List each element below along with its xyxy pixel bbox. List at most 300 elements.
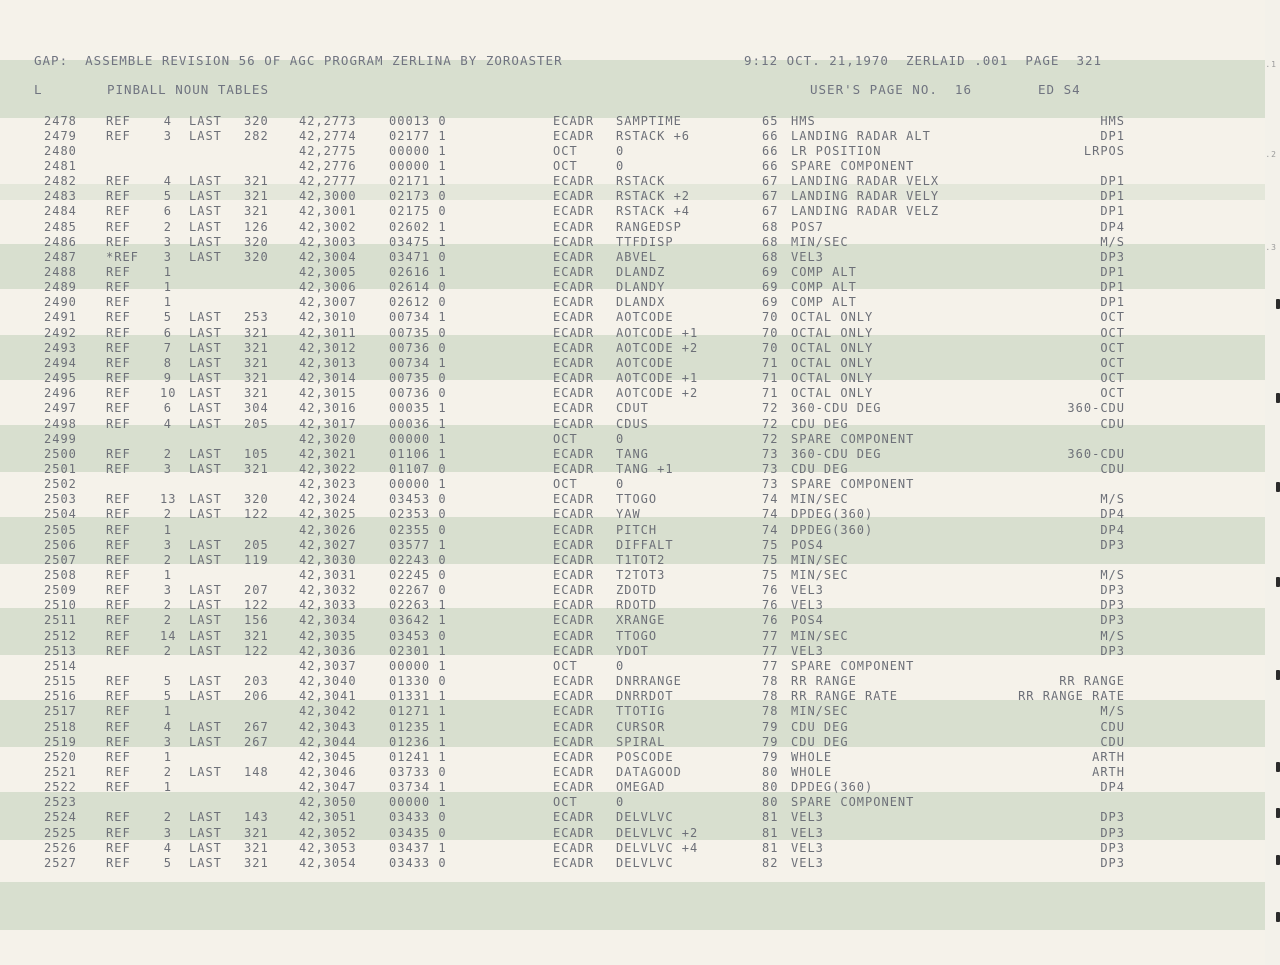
header-timestamp: 9:12 OCT. 21,1970 ZERLAID .001 PAGE 321 [744,53,1103,68]
noun-description: VEL3 [791,643,824,658]
ref-count: 5 [163,689,172,704]
operand: 0 [616,795,625,810]
noun-description: SPARE COMPONENT [791,158,915,173]
last-page: 148 [244,764,269,779]
address: 42,3026 [299,522,357,537]
line-number: 2513 [44,643,77,658]
table-row [0,189,1265,204]
noun-description: CDU DEG [791,461,849,476]
noun-number: 75 [762,537,779,552]
ref-flag: REF [106,689,131,704]
operand: CDUT [616,401,649,416]
last-label: LAST [189,689,222,704]
operand: DNRRANGE [616,674,682,689]
octal-value: 01106 1 [389,446,447,461]
opcode: ECADR [553,492,595,507]
table-row [0,492,1265,507]
feed-hole-icon [1276,393,1280,403]
header-user-page: USER'S PAGE NO. 16 [810,82,972,97]
operand: AOTCODE [616,355,674,370]
last-page: 122 [244,643,269,658]
table-row [0,810,1265,825]
address: 42,3000 [299,189,357,204]
opcode: ECADR [553,643,595,658]
last-label: LAST [189,113,222,128]
tractor-feed-edge [1265,0,1280,965]
ref-flag: REF [106,643,131,658]
noun-number: 69 [762,280,779,295]
operand: ZDOTD [616,583,658,598]
feed-hole-icon [1276,299,1280,309]
octal-value: 03471 0 [389,249,447,264]
noun-number: 69 [762,265,779,279]
noun-description: LANDING RADAR VELX [791,174,940,189]
ref-flag: REF [106,749,131,764]
last-page: 321 [244,461,269,476]
noun-description: LANDING RADAR VELY [791,189,940,204]
ref-count: 14 [160,628,177,643]
scale-unit: DP3 [1100,537,1125,552]
opcode: ECADR [553,113,595,128]
address: 42,3015 [299,386,357,401]
operand: DIFFALT [616,537,674,552]
table-row [0,674,1265,689]
octal-value: 02353 0 [389,507,447,522]
address: 42,3054 [299,855,357,870]
noun-description: OCTAL ONLY [791,340,874,355]
octal-value: 02267 0 [389,583,447,598]
octal-value: 02177 1 [389,128,447,143]
ref-count: 4 [163,174,172,189]
line-number: 2516 [44,689,77,704]
last-page: 320 [244,492,269,507]
last-page: 105 [244,446,269,461]
line-number: 2485 [44,219,77,234]
opcode: ECADR [553,689,595,704]
opcode: ECADR [553,461,595,476]
feed-hole-icon [1276,912,1280,922]
address: 42,2776 [299,158,357,173]
last-page: 267 [244,719,269,734]
ref-count: 1 [163,704,172,719]
table-row [0,750,1265,765]
edge-mark: .1 [1265,60,1277,69]
last-page: 205 [244,416,269,431]
ref-count: 3 [163,461,172,476]
line-number: 2526 [44,840,77,855]
address: 42,3043 [299,719,357,734]
line-number: 2479 [44,128,77,143]
ref-flag: REF [106,613,131,628]
address: 42,3045 [299,749,357,764]
last-page: 203 [244,674,269,689]
ref-count: 1 [163,522,172,537]
scale-unit: DP3 [1100,825,1125,840]
table-row [0,356,1265,371]
line-number: 2501 [44,461,77,476]
last-label: LAST [189,643,222,658]
noun-number: 74 [762,522,779,537]
ref-count: 4 [163,113,172,128]
ref-flag: REF [106,371,131,386]
scale-unit: DP1 [1100,189,1125,204]
scale-unit: OCT [1100,386,1125,401]
address: 42,3002 [299,219,357,234]
table-row [0,583,1265,598]
octal-value: 02171 1 [389,174,447,189]
last-label: LAST [189,810,222,825]
line-number: 2517 [44,704,77,719]
scale-unit: OCT [1100,310,1125,325]
opcode: ECADR [553,568,595,582]
last-page: 156 [244,613,269,628]
ref-flag: REF [106,583,131,598]
opcode: ECADR [553,325,595,340]
address: 42,3044 [299,734,357,749]
ref-flag: REF [106,401,131,416]
address: 42,3014 [299,371,357,386]
operand: YDOT [616,643,649,658]
operand: 0 [616,431,625,446]
ref-flag: REF [106,719,131,734]
octal-value: 03453 0 [389,492,447,507]
operand: DLANDZ [616,265,666,279]
ref-count: 13 [160,492,177,507]
table-row [0,523,1265,538]
header-title: GAP: ASSEMBLE REVISION 56 OF AGC PROGRAM ZERLINA BY ZOROASTER [34,53,563,68]
scale-unit: OCT [1100,340,1125,355]
noun-number: 80 [762,795,779,810]
scale-unit: DP4 [1100,780,1125,795]
last-page: 253 [244,310,269,325]
feed-hole-icon [1276,762,1280,772]
ref-count: 1 [163,568,172,582]
ref-count: 1 [163,280,172,295]
ref-flag: REF [106,734,131,749]
octal-value: 03642 1 [389,613,447,628]
operand: AOTCODE +2 [616,340,699,355]
ref-count: 5 [163,189,172,204]
ref-flag: REF [106,810,131,825]
noun-number: 68 [762,249,779,264]
ref-flag: REF [106,128,131,143]
ref-flag: REF [106,492,131,507]
noun-description: LR POSITION [791,143,882,158]
octal-value: 03475 1 [389,234,447,249]
operand: DNRRDOT [616,689,674,704]
feed-hole-icon [1276,482,1280,492]
noun-description: POS4 [791,613,824,628]
opcode: ECADR [553,174,595,189]
ref-count: 8 [163,355,172,370]
address: 42,3001 [299,204,357,219]
last-page: 304 [244,401,269,416]
last-page: 119 [244,552,269,567]
table-row [0,841,1265,856]
scale-unit: DP1 [1100,174,1125,189]
noun-description: RR RANGE [791,674,857,689]
operand: T1TOT2 [616,552,666,567]
table-row [0,644,1265,659]
table-row [0,129,1265,144]
last-label: LAST [189,552,222,567]
line-number: 2518 [44,719,77,734]
ref-count: 1 [163,749,172,764]
octal-value: 00734 1 [389,310,447,325]
address: 42,3004 [299,249,357,264]
address: 42,3051 [299,810,357,825]
scale-unit: 360-CDU [1067,401,1125,416]
line-number: 2505 [44,522,77,537]
noun-description: RR RANGE RATE [791,689,898,704]
octal-value: 00735 0 [389,325,447,340]
ref-flag: REF [106,189,131,204]
scale-unit: CDU [1100,416,1125,431]
noun-number: 68 [762,234,779,249]
address: 42,3016 [299,401,357,416]
noun-number: 79 [762,749,779,764]
noun-number: 71 [762,355,779,370]
ref-flag: REF [106,416,131,431]
noun-number: 76 [762,583,779,598]
address: 42,3046 [299,764,357,779]
ref-count: 10 [160,386,177,401]
opcode: ECADR [553,507,595,522]
last-page: 282 [244,128,269,143]
operand: 0 [616,143,625,158]
last-label: LAST [189,492,222,507]
opcode: ECADR [553,386,595,401]
line-number: 2498 [44,416,77,431]
opcode: ECADR [553,734,595,749]
address: 42,2777 [299,174,357,189]
ref-count: 4 [163,840,172,855]
octal-value: 01271 1 [389,704,447,719]
address: 42,3047 [299,780,357,795]
address: 42,3011 [299,325,357,340]
ref-count: 3 [163,583,172,598]
last-page: 321 [244,855,269,870]
scale-unit: DP3 [1100,249,1125,264]
table-row [0,159,1265,174]
address: 42,3032 [299,583,357,598]
noun-description: MIN/SEC [791,704,849,719]
noun-number: 74 [762,492,779,507]
opcode: ECADR [553,295,595,310]
noun-description: OCTAL ONLY [791,310,874,325]
octal-value: 02301 1 [389,643,447,658]
noun-description: MIN/SEC [791,234,849,249]
noun-description: MIN/SEC [791,492,849,507]
ref-flag: REF [106,295,131,310]
line-number: 2478 [44,113,77,128]
noun-number: 79 [762,734,779,749]
ref-count: 1 [163,295,172,310]
noun-number: 81 [762,810,779,825]
octal-value: 00735 0 [389,371,447,386]
feed-hole-icon [1276,577,1280,587]
edge-mark: .2 [1265,150,1277,159]
table-row [0,250,1265,265]
table-row [0,174,1265,189]
octal-value: 02245 0 [389,568,447,582]
line-number: 2525 [44,825,77,840]
octal-value: 00000 1 [389,431,447,446]
line-number: 2507 [44,552,77,567]
operand: AOTCODE +1 [616,371,699,386]
noun-number: 73 [762,461,779,476]
table-row [0,280,1265,295]
noun-number: 67 [762,189,779,204]
scale-unit: DP1 [1100,128,1125,143]
noun-number: 76 [762,613,779,628]
scale-unit: RR RANGE RATE [1018,689,1125,704]
octal-value: 00000 1 [389,143,447,158]
address: 42,3034 [299,613,357,628]
ref-flag: REF [106,446,131,461]
table-row [0,114,1265,129]
opcode: ECADR [553,825,595,840]
octal-value: 02263 1 [389,598,447,613]
line-number: 2519 [44,734,77,749]
scale-unit: M/S [1100,492,1125,507]
last-page: 321 [244,325,269,340]
noun-description: WHOLE [791,764,833,779]
last-page: 122 [244,507,269,522]
last-page: 321 [244,355,269,370]
octal-value: 02173 0 [389,189,447,204]
line-number: 2512 [44,628,77,643]
octal-value: 03453 0 [389,628,447,643]
last-label: LAST [189,825,222,840]
operand: RSTACK +2 [616,189,691,204]
table-row [0,598,1265,613]
noun-description: CDU DEG [791,719,849,734]
line-number: 2499 [44,431,77,446]
ref-flag: REF [106,568,131,582]
operand: DLANDX [616,295,666,310]
noun-description: VEL3 [791,810,824,825]
ref-flag: REF [106,461,131,476]
last-label: LAST [189,613,222,628]
operand: PITCH [616,522,658,537]
noun-number: 75 [762,552,779,567]
ref-count: 2 [163,219,172,234]
line-number: 2495 [44,371,77,386]
noun-description: VEL3 [791,249,824,264]
scale-unit: DP4 [1100,507,1125,522]
line-number: 2503 [44,492,77,507]
ref-count: 2 [163,507,172,522]
opcode: ECADR [553,249,595,264]
noun-description: 360-CDU DEG [791,401,882,416]
last-page: 321 [244,371,269,386]
last-page: 321 [244,825,269,840]
opcode: ECADR [553,128,595,143]
last-page: 321 [244,840,269,855]
line-number: 2484 [44,204,77,219]
noun-number: 70 [762,310,779,325]
ref-flag: REF [106,855,131,870]
operand: RANGEDSP [616,219,682,234]
noun-description: WHOLE [791,749,833,764]
opcode: OCT [553,658,578,673]
noun-description: VEL3 [791,583,824,598]
opcode: ECADR [553,840,595,855]
opcode: ECADR [553,371,595,386]
noun-number: 76 [762,598,779,613]
noun-description: POS7 [791,219,824,234]
line-number: 2502 [44,477,77,492]
last-page: 321 [244,189,269,204]
line-number: 2508 [44,568,77,582]
table-row [0,447,1265,462]
octal-value: 01235 1 [389,719,447,734]
table-row [0,265,1265,280]
noun-description: MIN/SEC [791,568,849,582]
operand: XRANGE [616,613,666,628]
table-row [0,295,1265,310]
line-number: 2481 [44,158,77,173]
scale-unit: ARTH [1092,749,1125,764]
address: 42,3042 [299,704,357,719]
operand: 0 [616,658,625,673]
table-row [0,432,1265,447]
octal-value: 00736 0 [389,340,447,355]
last-label: LAST [189,310,222,325]
scale-unit: DP3 [1100,583,1125,598]
opcode: ECADR [553,189,595,204]
operand: CURSOR [616,719,666,734]
address: 42,3012 [299,340,357,355]
operand: TTOTIG [616,704,666,719]
line-number: 2497 [44,401,77,416]
table-row [0,204,1265,219]
octal-value: 00736 0 [389,386,447,401]
noun-number: 75 [762,568,779,582]
line-number: 2504 [44,507,77,522]
octal-value: 00036 1 [389,416,447,431]
operand: DELVLVC [616,855,674,870]
address: 42,3017 [299,416,357,431]
line-number: 2522 [44,780,77,795]
noun-number: 72 [762,401,779,416]
address: 42,3036 [299,643,357,658]
last-label: LAST [189,204,222,219]
noun-description: HMS [791,113,816,128]
operand: ABVEL [616,249,658,264]
address: 42,3010 [299,310,357,325]
table-row [0,735,1265,750]
operand: 0 [616,477,625,492]
ref-count: 7 [163,340,172,355]
last-page: 126 [244,219,269,234]
address: 42,3022 [299,461,357,476]
edge-mark: .3 [1265,243,1277,252]
table-row [0,659,1265,674]
noun-description: SPARE COMPONENT [791,795,915,810]
opcode: ECADR [553,719,595,734]
operand: TTOGO [616,492,658,507]
address: 42,3035 [299,628,357,643]
noun-description: VEL3 [791,855,824,870]
noun-description: SPARE COMPONENT [791,658,915,673]
opcode: ECADR [553,537,595,552]
last-label: LAST [189,840,222,855]
noun-description: SPARE COMPONENT [791,431,915,446]
operand: OMEGAD [616,780,666,795]
ref-flag: REF [106,704,131,719]
